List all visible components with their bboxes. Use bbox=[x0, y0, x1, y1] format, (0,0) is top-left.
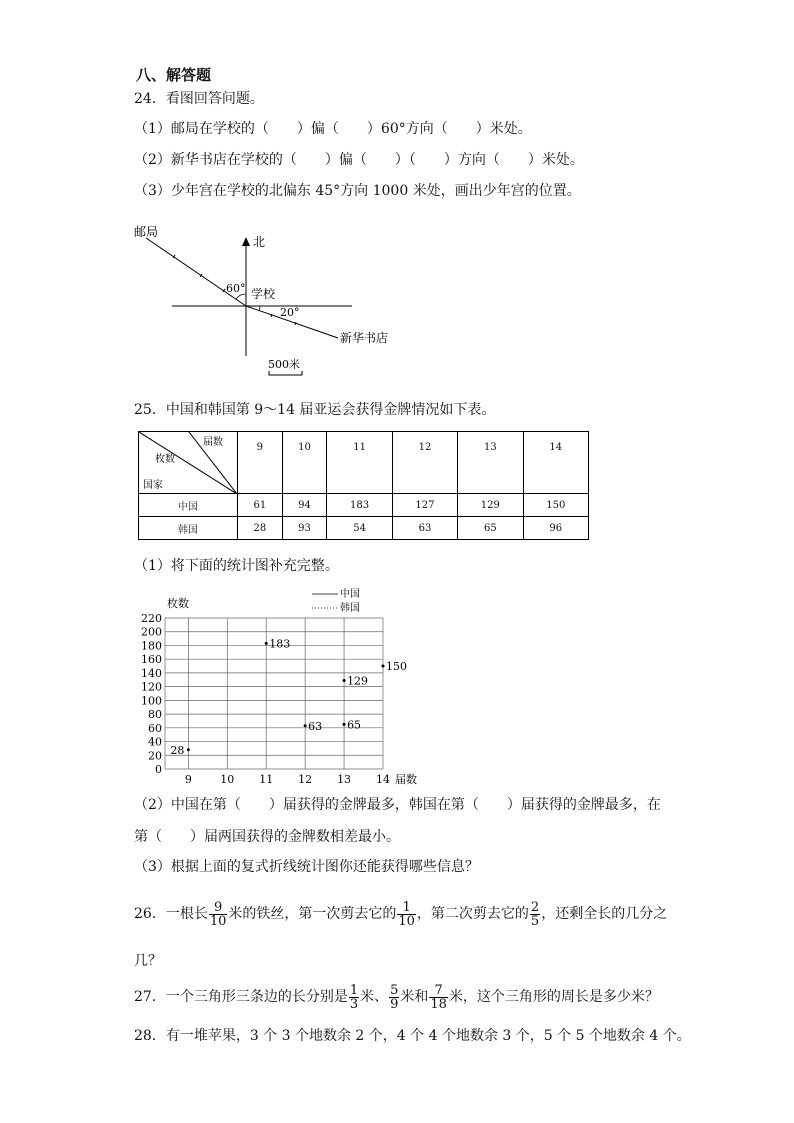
q26-prefix: 26．一根长 bbox=[134, 906, 208, 922]
denominator: 18 bbox=[430, 996, 447, 1012]
chart-marks bbox=[170, 637, 407, 756]
medal-line-chart bbox=[130, 583, 430, 788]
y-tick-label: 20 bbox=[148, 749, 162, 763]
y-tick-label: 140 bbox=[141, 666, 162, 680]
data-label: 63 bbox=[308, 719, 323, 733]
country-cell: 中国 bbox=[139, 494, 238, 517]
y-tick-label: 200 bbox=[141, 625, 162, 639]
data-point bbox=[343, 679, 346, 682]
x-tick-label: 10 bbox=[220, 773, 235, 786]
diag-bottom-label: 国家 bbox=[143, 480, 163, 491]
x-tick-label: 9 bbox=[184, 773, 192, 786]
x-axis-label: 届数 bbox=[395, 773, 417, 786]
y-tick-label: 60 bbox=[148, 721, 162, 735]
q24-item-3: （3）少年宫在学校的北偏东 45°方向 1000 米处，画出少年宫的位置。 bbox=[134, 183, 581, 199]
value-cell: 28 bbox=[238, 517, 283, 540]
table-row bbox=[139, 494, 589, 517]
x-tick-label: 14 bbox=[376, 773, 390, 786]
angle-20-label: 20° bbox=[280, 306, 300, 319]
q26-line1 bbox=[134, 897, 667, 931]
value-cell: 54 bbox=[327, 517, 392, 540]
numerator: 1 bbox=[402, 899, 411, 915]
session-header: 11 bbox=[327, 432, 392, 494]
fraction bbox=[397, 901, 416, 928]
legend-label-korea: 韩国 bbox=[340, 603, 360, 614]
fraction bbox=[389, 984, 399, 1011]
data-point bbox=[187, 748, 190, 751]
q27-text: 米、 bbox=[360, 989, 389, 1005]
session-header: 13 bbox=[458, 432, 523, 494]
numerator: 1 bbox=[349, 982, 359, 998]
y-tick-label: 80 bbox=[148, 708, 162, 722]
q24-item-2: （2）新华书店在学校的（ ）偏（ ）（ ）方向（ ）米处。 bbox=[134, 152, 584, 168]
q25-sub1: （1）将下面的统计图补充完整。 bbox=[134, 558, 339, 574]
data-point bbox=[265, 642, 268, 645]
q27-prefix: 27．一个三角形三条边的长分别是 bbox=[134, 989, 348, 1005]
data-label: 150 bbox=[386, 660, 407, 674]
fraction bbox=[209, 901, 228, 928]
value-cell: 96 bbox=[523, 517, 588, 540]
y-tick-label: 120 bbox=[141, 680, 162, 694]
q27-line bbox=[134, 980, 659, 1014]
fraction bbox=[530, 901, 540, 928]
fraction bbox=[349, 984, 359, 1011]
scale-bar bbox=[269, 371, 302, 375]
north-arrow-icon bbox=[242, 237, 250, 246]
denominator: 9 bbox=[390, 996, 399, 1012]
q28-text: 28．有一堆苹果，3 个 3 个地数余 2 个，4 个 4 个地数余 3 个，5 个 5 个地数余 4 个。 bbox=[134, 1028, 691, 1044]
medal-table bbox=[138, 431, 589, 540]
x-tick-label: 12 bbox=[298, 773, 313, 786]
data-point bbox=[304, 724, 307, 727]
numerator: 5 bbox=[390, 982, 399, 998]
data-label: 129 bbox=[347, 674, 369, 688]
value-cell: 94 bbox=[282, 494, 327, 517]
numerator: 9 bbox=[213, 899, 223, 915]
numerator: 7 bbox=[434, 982, 443, 998]
y-tick-label: 100 bbox=[141, 694, 162, 708]
section-title: 八、解答题 bbox=[136, 66, 212, 84]
diag-top-label: 届数 bbox=[203, 437, 223, 448]
denominator: 3 bbox=[349, 996, 359, 1012]
q26-text: 米的铁丝，第一次剪去它的 bbox=[228, 906, 397, 922]
data-label: 28 bbox=[170, 743, 185, 757]
legend-label-china: 中国 bbox=[340, 589, 360, 600]
value-cell: 183 bbox=[327, 494, 392, 517]
session-header: 10 bbox=[282, 432, 327, 494]
post-office-label: 邮局 bbox=[134, 225, 159, 239]
denominator: 10 bbox=[398, 913, 415, 929]
q27-text: 米和 bbox=[400, 989, 429, 1005]
q24-item-1: （1）邮局在学校的（ ）偏（ ）60°方向（ ）米处。 bbox=[134, 121, 532, 137]
y-tick-label: 40 bbox=[148, 735, 162, 749]
session-header: 12 bbox=[392, 432, 457, 494]
x-tick-labels bbox=[185, 773, 390, 786]
q26-text: ，还剩全长的几分之 bbox=[541, 906, 668, 922]
diagonal-header-cell bbox=[139, 432, 238, 494]
school-label: 学校 bbox=[251, 287, 276, 301]
denominator: 5 bbox=[530, 913, 540, 929]
value-cell: 65 bbox=[458, 517, 523, 540]
data-label: 65 bbox=[347, 718, 362, 732]
x-tick-label: 11 bbox=[259, 773, 274, 786]
q26-text: ，第二次剪去它的 bbox=[416, 906, 529, 922]
table-row bbox=[139, 517, 589, 540]
angle-20-arc bbox=[259, 306, 260, 311]
y-axis-label: 枚数 bbox=[167, 597, 189, 610]
fraction bbox=[429, 984, 448, 1011]
q27-text: 米，这个三角形的周长是多少米？ bbox=[448, 989, 659, 1005]
y-tick-labels bbox=[141, 612, 162, 776]
q25-sub2-line1: （2）中国在第（ ）届获得的金牌最多，韩国在第（ ）届获得的金牌最多，在 bbox=[134, 797, 661, 813]
chart-legend bbox=[312, 587, 360, 614]
scale-label: 500米 bbox=[268, 358, 300, 371]
country-cell: 韩国 bbox=[139, 517, 238, 540]
y-tick-label: 160 bbox=[141, 653, 162, 667]
value-cell: 129 bbox=[458, 494, 523, 517]
q24-title: 24．看图回答问题。 bbox=[134, 91, 264, 107]
q26-line2: 几？ bbox=[134, 953, 162, 969]
numerator: 2 bbox=[530, 899, 540, 915]
value-cell: 127 bbox=[392, 494, 457, 517]
value-cell: 61 bbox=[238, 494, 283, 517]
diagonal-lines bbox=[139, 432, 237, 494]
denominator: 10 bbox=[209, 913, 227, 929]
y-tick-label: 180 bbox=[141, 639, 162, 653]
q25-sub3: （3）根据上面的复式折线统计图你还能获得哪些信息？ bbox=[134, 859, 479, 875]
value-cell: 150 bbox=[523, 494, 588, 517]
q25-title: 25．中国和韩国第 9～14 届亚运会获得金牌情况如下表。 bbox=[134, 402, 496, 418]
angle-60-label: 60° bbox=[226, 282, 246, 295]
data-point bbox=[382, 665, 385, 668]
post-office-ray bbox=[146, 238, 246, 306]
value-cell: 63 bbox=[392, 517, 457, 540]
north-label: 北 bbox=[253, 235, 266, 249]
bookstore-label: 新华书店 bbox=[340, 331, 389, 345]
data-point bbox=[343, 723, 346, 726]
y-tick-label: 0 bbox=[155, 763, 162, 776]
session-header: 9 bbox=[238, 432, 283, 494]
data-label: 183 bbox=[269, 637, 291, 651]
diag-mid-label: 枚数 bbox=[155, 454, 175, 465]
x-tick-label: 13 bbox=[337, 773, 352, 786]
value-cell: 93 bbox=[282, 517, 327, 540]
direction-diagram bbox=[130, 222, 420, 382]
session-header: 14 bbox=[523, 432, 588, 494]
y-tick-label: 220 bbox=[141, 612, 162, 625]
q25-sub2-line2: 第（ ）届两国获得的金牌数相差最小。 bbox=[134, 829, 400, 845]
